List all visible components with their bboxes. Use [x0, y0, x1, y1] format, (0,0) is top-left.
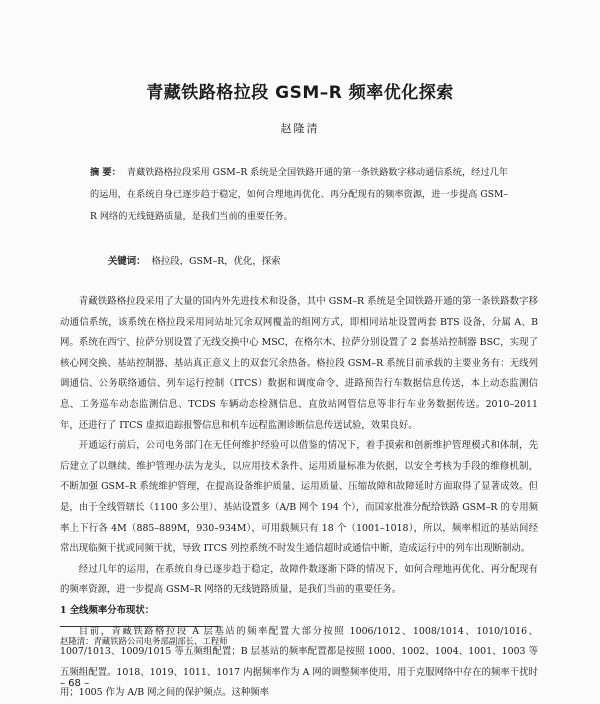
paper-author: 赵隆清 — [280, 122, 320, 135]
body-paragraph-3: 经过几年的运用，在系统自身已逐步趋于稳定，故障件数逐渐下降的情况下，如何合理地再优化、再分配现有的频率资源，进一步提高 GSM–R 网络的无线链路质量，是我们当前的重要任务。 — [60, 563, 538, 596]
keywords-text: 格拉段，GSM–R，优化，探索 — [151, 256, 281, 267]
body-paragraph-1: 青藏铁路格拉段采用了大量的国内外先进技术和设备，其中 GSM–R 系统是全国铁路开通的第一条铁路数字移动通信系统，该系统在格拉段采用同站址冗余双网覆盖的组网方式，即相同站址设置两套 BTS 设备，分属 A、B 网。系统在西宁、拉萨分别设置了无线交换中心 MSC，在格尔木、拉萨分别设置了 2 套基站控制器 BSC，实现了核心网交换、基站控制器、基站真正意义上的双套冗余热备。格拉段 GSM–R 系统目前承载的主要业务有：无线列调通信、公务联络通信、列车运行控制（ITCS）数据和调度命令、进路预告行车数据信息传送，本上动态监测信息、工务巡车动态监测信息、TCDS 车辆动态检测信息、直放站网管信息等非行车业务数据传送。2010–2011 年，还进行了 ITCS 虚拟追踪报警信息和机车远程监测诊断信息传送试验，效果良好。 — [60, 296, 538, 431]
keywords-label: 关键词： — [108, 256, 146, 267]
body-paragraph-2: 开通运行前后，公司电务部门在无任何维护经验可以借鉴的情况下，着手摸索和创新维护管理模式和体制，先后建立了以继续、维护管理办法为龙头，以应用技术条件、运用质量标准为依据，以安全考核为手段的维修机制，不断加强 GSM–R 系统维护管理，在提高设备维护质量、运用质量、压缩故障和故障延时方面取得了显著成效。但是，由于全线管辖长（1100 多公里）、基站设置多（A/B 网个 194 个），而国家批准分配给铁路 GSM–R 的专用频率上下行各 4M（885–889M，930–934M），可用载频只有 18 个（1001–1018），所以，频率相近的基站间经常出现临频干扰或同频干扰，导致 ITCS 列控系统不时发生通信超时或通信中断，造成运行中的列车出现断制动。 — [60, 440, 538, 555]
section-heading: 1 全线频率分布现状： — [60, 604, 155, 616]
page-number: – 68 – — [60, 678, 90, 689]
abstract-label: 摘 要： — [90, 167, 121, 178]
body-paragraph-4: 目前，青藏铁路格拉段 A 层基站的频率配置大部分按照 1006/1012、1008/1014、1010/1016、1007/1013、1009/1015 等五频组配置；B 层基站的频率配置都是按照 1000、1002、1004、1001、1003 等五频组配置。1018、1019、1011、1017 内据频率作为 A 网的调整频率使用，用于克服网络中存在的频率干扰时用；1005 作为 A/B 网之间的保护频点。这种频率 — [60, 625, 538, 699]
footnote: 赵隆清：青藏铁路公司电务部副部长、工程师 — [60, 636, 228, 646]
footnote-rule — [60, 626, 220, 627]
keywords — [108, 252, 508, 272]
abstract-text: 青藏铁路格拉段采用 GSM–R 系统是全国铁路开通的第一条铁路数字移动通信系统，经过几年的运用，在系统自身已逐步趋于稳定，如何合理地再优化、再分配现有的频率资源，进一步提高 GSM–R 网络的无线链路质量，是我们当前的重要任务。 — [90, 167, 508, 222]
paper-title: 青藏铁路格拉段 GSM–R 频率优化探索 — [146, 83, 454, 103]
abstract — [90, 162, 508, 228]
